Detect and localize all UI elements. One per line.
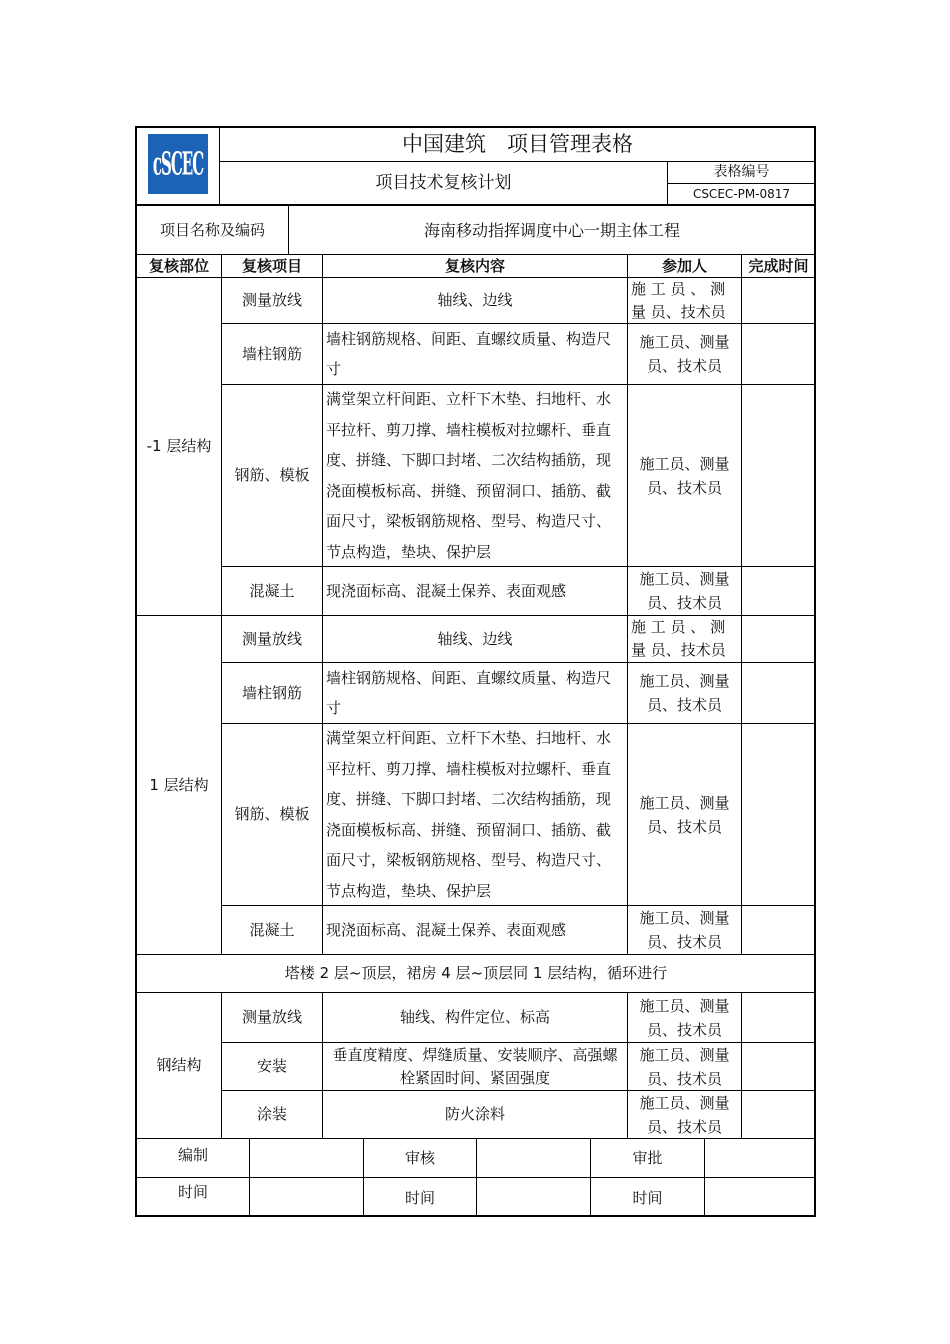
col-header-time: 完成时间 xyxy=(748,256,809,275)
sub-title: 项目技术复核计划 xyxy=(375,172,512,193)
people-cell: 施 工 员 、 测 量 员、技术员 xyxy=(631,279,726,321)
item-cell: 混凝土 xyxy=(249,920,295,939)
part-cell: 1 层结构 xyxy=(149,775,209,794)
time-label: 时间 xyxy=(632,1188,663,1207)
item-cell: 钢筋、模板 xyxy=(234,466,310,484)
item-cell: 安装 xyxy=(256,1057,287,1075)
item-cell: 墙柱钢筋 xyxy=(241,344,302,363)
col-header-part: 复核部位 xyxy=(148,256,209,275)
col-header-people: 参加人 xyxy=(661,256,707,275)
project-value: 海南移动指挥调度中心一期主体工程 xyxy=(423,220,680,240)
content-cell: 墙柱钢筋规格、间距、直螺纹质量、构造尺寸 xyxy=(326,330,612,378)
item-cell: 墙柱钢筋 xyxy=(241,683,302,702)
people-cell: 施 工 员 、 测 量 员、技术员 xyxy=(631,618,726,659)
content-cell: 垂直度精度、焊缝质量、安装顺序、高强螺栓紧固时间、紧固强度 xyxy=(332,1045,618,1087)
part-cell: -1 层结构 xyxy=(146,437,212,455)
content-cell: 轴线、边线 xyxy=(437,291,513,309)
logo-text: cSCEC xyxy=(152,145,204,183)
people-cell: 施工员、测量员、技术员 xyxy=(639,1045,730,1088)
people-cell: 施工员、测量员、技术员 xyxy=(639,1093,730,1136)
item-cell: 测量放线 xyxy=(241,629,302,648)
project-label: 项目名称及编码 xyxy=(159,220,265,239)
col-line-4 xyxy=(741,255,742,955)
content-cell: 防火涂料 xyxy=(444,1105,505,1123)
content-cell: 墙柱钢筋规格、间距、直螺纹质量、构造尺寸 xyxy=(326,669,612,717)
item-cell: 涂装 xyxy=(256,1105,287,1123)
content-cell: 轴线、边线 xyxy=(437,629,513,648)
people-cell: 施工员、测量员、技术员 xyxy=(639,996,730,1039)
part-cell: 钢结构 xyxy=(156,1056,202,1074)
main-title: 中国建筑 项目管理表格 xyxy=(402,132,633,156)
people-cell: 施工员、测量员、技术员 xyxy=(639,793,730,836)
content-cell: 轴线、构件定位、标高 xyxy=(399,1008,550,1026)
col-line-4 xyxy=(741,993,742,1139)
people-cell: 施工员、测量员、技术员 xyxy=(639,672,730,714)
time-label: 时间 xyxy=(177,1182,208,1201)
content-cell: 现浇面标高、混凝土保养、表面观感 xyxy=(326,920,567,939)
prepare-label: 编制 xyxy=(177,1145,208,1164)
people-cell: 施工员、测量员、技术员 xyxy=(639,333,730,375)
col-header-item: 复核项目 xyxy=(241,256,302,275)
item-cell: 测量放线 xyxy=(241,291,302,309)
item-cell: 钢筋、模板 xyxy=(234,805,310,823)
item-cell: 测量放线 xyxy=(241,1008,302,1026)
content-cell: 现浇面标高、混凝土保养、表面观感 xyxy=(326,581,567,600)
form-code-value: CSCEC-PM-0817 xyxy=(692,186,791,201)
content-cell: 满堂架立杆间距、立杆下木垫、扫地杆、水平拉杆、剪刀撑、墙柱模板对拉螺杆、垂直度、拼缝、下脚口封堵、二次结构插筋，现浇面模板标高、拼缝、预留洞口、插筋、截面尺寸，梁板钢筋规格、型号、构造尺寸、节点构造，垫块、保护层 xyxy=(326,390,612,561)
people-cell: 施工员、测量员、技术员 xyxy=(639,570,730,612)
approve-label: 审批 xyxy=(632,1149,663,1167)
time-label: 时间 xyxy=(404,1188,435,1207)
content-cell: 满堂架立杆间距、立杆下木垫、扫地杆、水平拉杆、剪刀撑、墙柱模板对拉螺杆、垂直度、拼缝、下脚口封堵、二次结构插筋，现浇面模板标高、拼缝、预留洞口、插筋、截面尺寸，梁板钢筋规格、型号、构造尺寸、节点构造，垫块、保护层 xyxy=(326,729,612,900)
people-cell: 施工员、测量员、技术员 xyxy=(639,909,730,951)
col-header-content: 复核内容 xyxy=(444,256,505,275)
cscec-logo xyxy=(148,134,208,194)
form-code-label: 表格编号 xyxy=(713,164,770,180)
people-cell: 施工员、测量员、技术员 xyxy=(639,454,730,497)
item-cell: 混凝土 xyxy=(249,581,295,600)
loop-note: 塔楼 2 层~顶层，裙房 4 层~顶层同 1 层结构，循环进行 xyxy=(284,964,668,982)
review-label: 审核 xyxy=(404,1149,435,1167)
